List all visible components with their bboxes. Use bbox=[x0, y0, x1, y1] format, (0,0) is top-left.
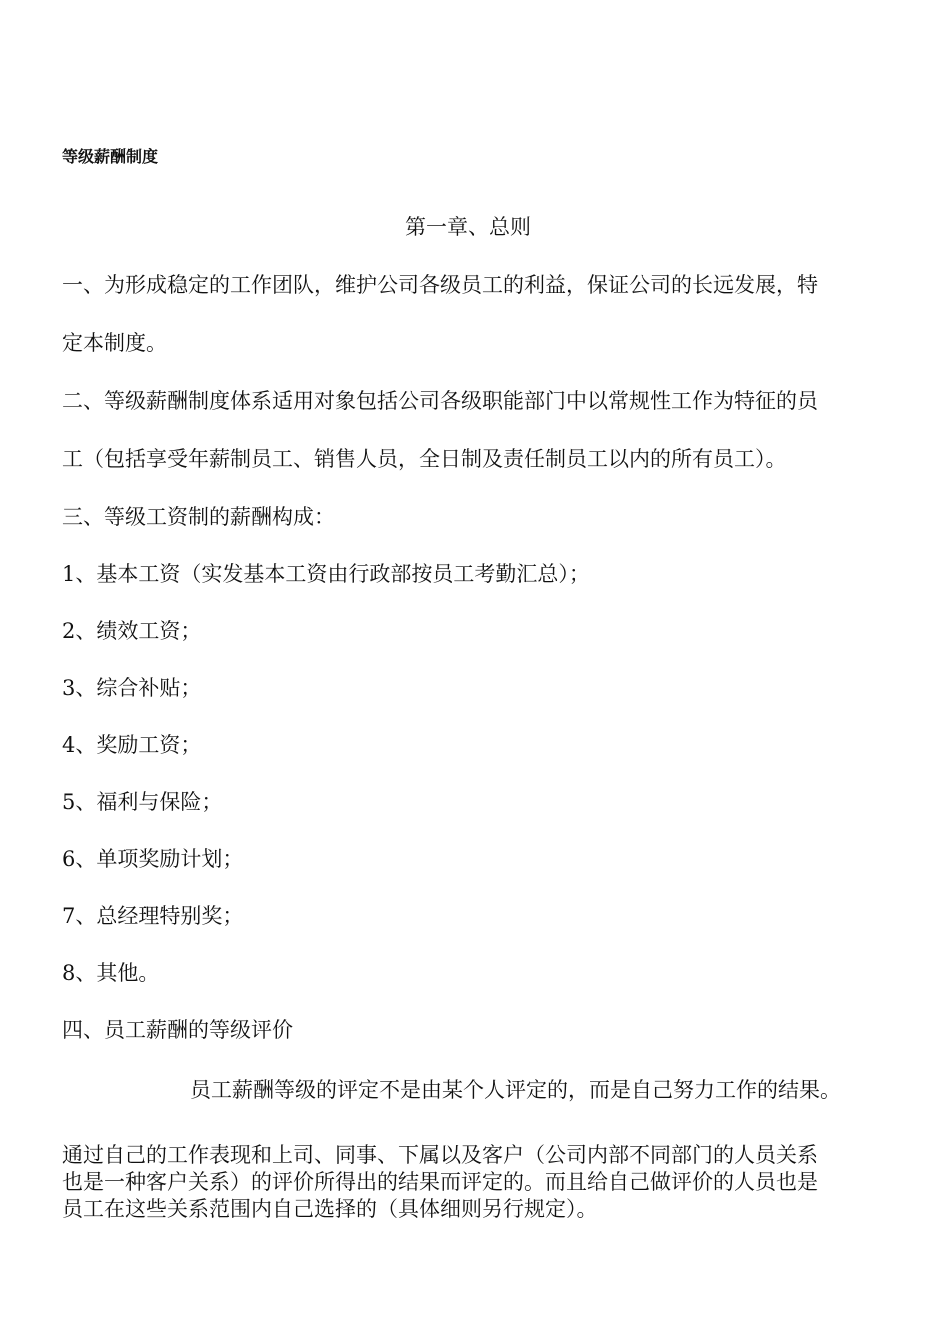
section1-line2: 定本制度。 bbox=[62, 331, 167, 355]
list-item: 6、单项奖励计划； bbox=[62, 847, 244, 871]
section2-line1: 二、等级薪酬制度体系适用对象包括公司各级职能部门中以常规性工作为特征的员 bbox=[62, 389, 818, 413]
section4-para-line1: 员工薪酬等级的评定不是由某个人评定的，而是自己努力工作的结果。 bbox=[190, 1078, 841, 1102]
list-item: 3、综合补贴； bbox=[62, 676, 202, 700]
section4-para-line2: 通过自己的工作表现和上司、同事、下属以及客户（公司内部不同部门的人员关系 bbox=[62, 1143, 818, 1167]
document-title: 等级薪酬制度 bbox=[62, 147, 159, 166]
list-item: 1、基本工资（实发基本工资由行政部按员工考勤汇总）； bbox=[62, 562, 590, 586]
section4-para-line4: 员工在这些关系范围内自己选择的（具体细则另行规定）。 bbox=[62, 1197, 598, 1221]
section2-line2: 工（包括享受年薪制员工、销售人员，全日制及责任制员工以内的所有员工）。 bbox=[62, 447, 787, 471]
list-item: 5、福利与保险； bbox=[62, 790, 223, 814]
list-item: 2、绩效工资； bbox=[62, 619, 202, 643]
list-item: 8、其他。 bbox=[62, 961, 160, 985]
section1-line1: 一、为形成稳定的工作团队，维护公司各级员工的利益，保证公司的长远发展，特 bbox=[62, 273, 818, 297]
section4-heading: 四、员工薪酬的等级评价 bbox=[62, 1018, 293, 1042]
chapter-title: 第一章、总则 bbox=[405, 215, 531, 239]
list-item: 7、总经理特别奖； bbox=[62, 904, 244, 928]
section3-heading: 三、等级工资制的薪酬构成： bbox=[62, 505, 335, 529]
list-item: 4、奖励工资； bbox=[62, 733, 202, 757]
section4-para-line3: 也是一种客户关系）的评价所得出的结果而评定的。而且给自己做评价的人员也是 bbox=[62, 1170, 818, 1194]
